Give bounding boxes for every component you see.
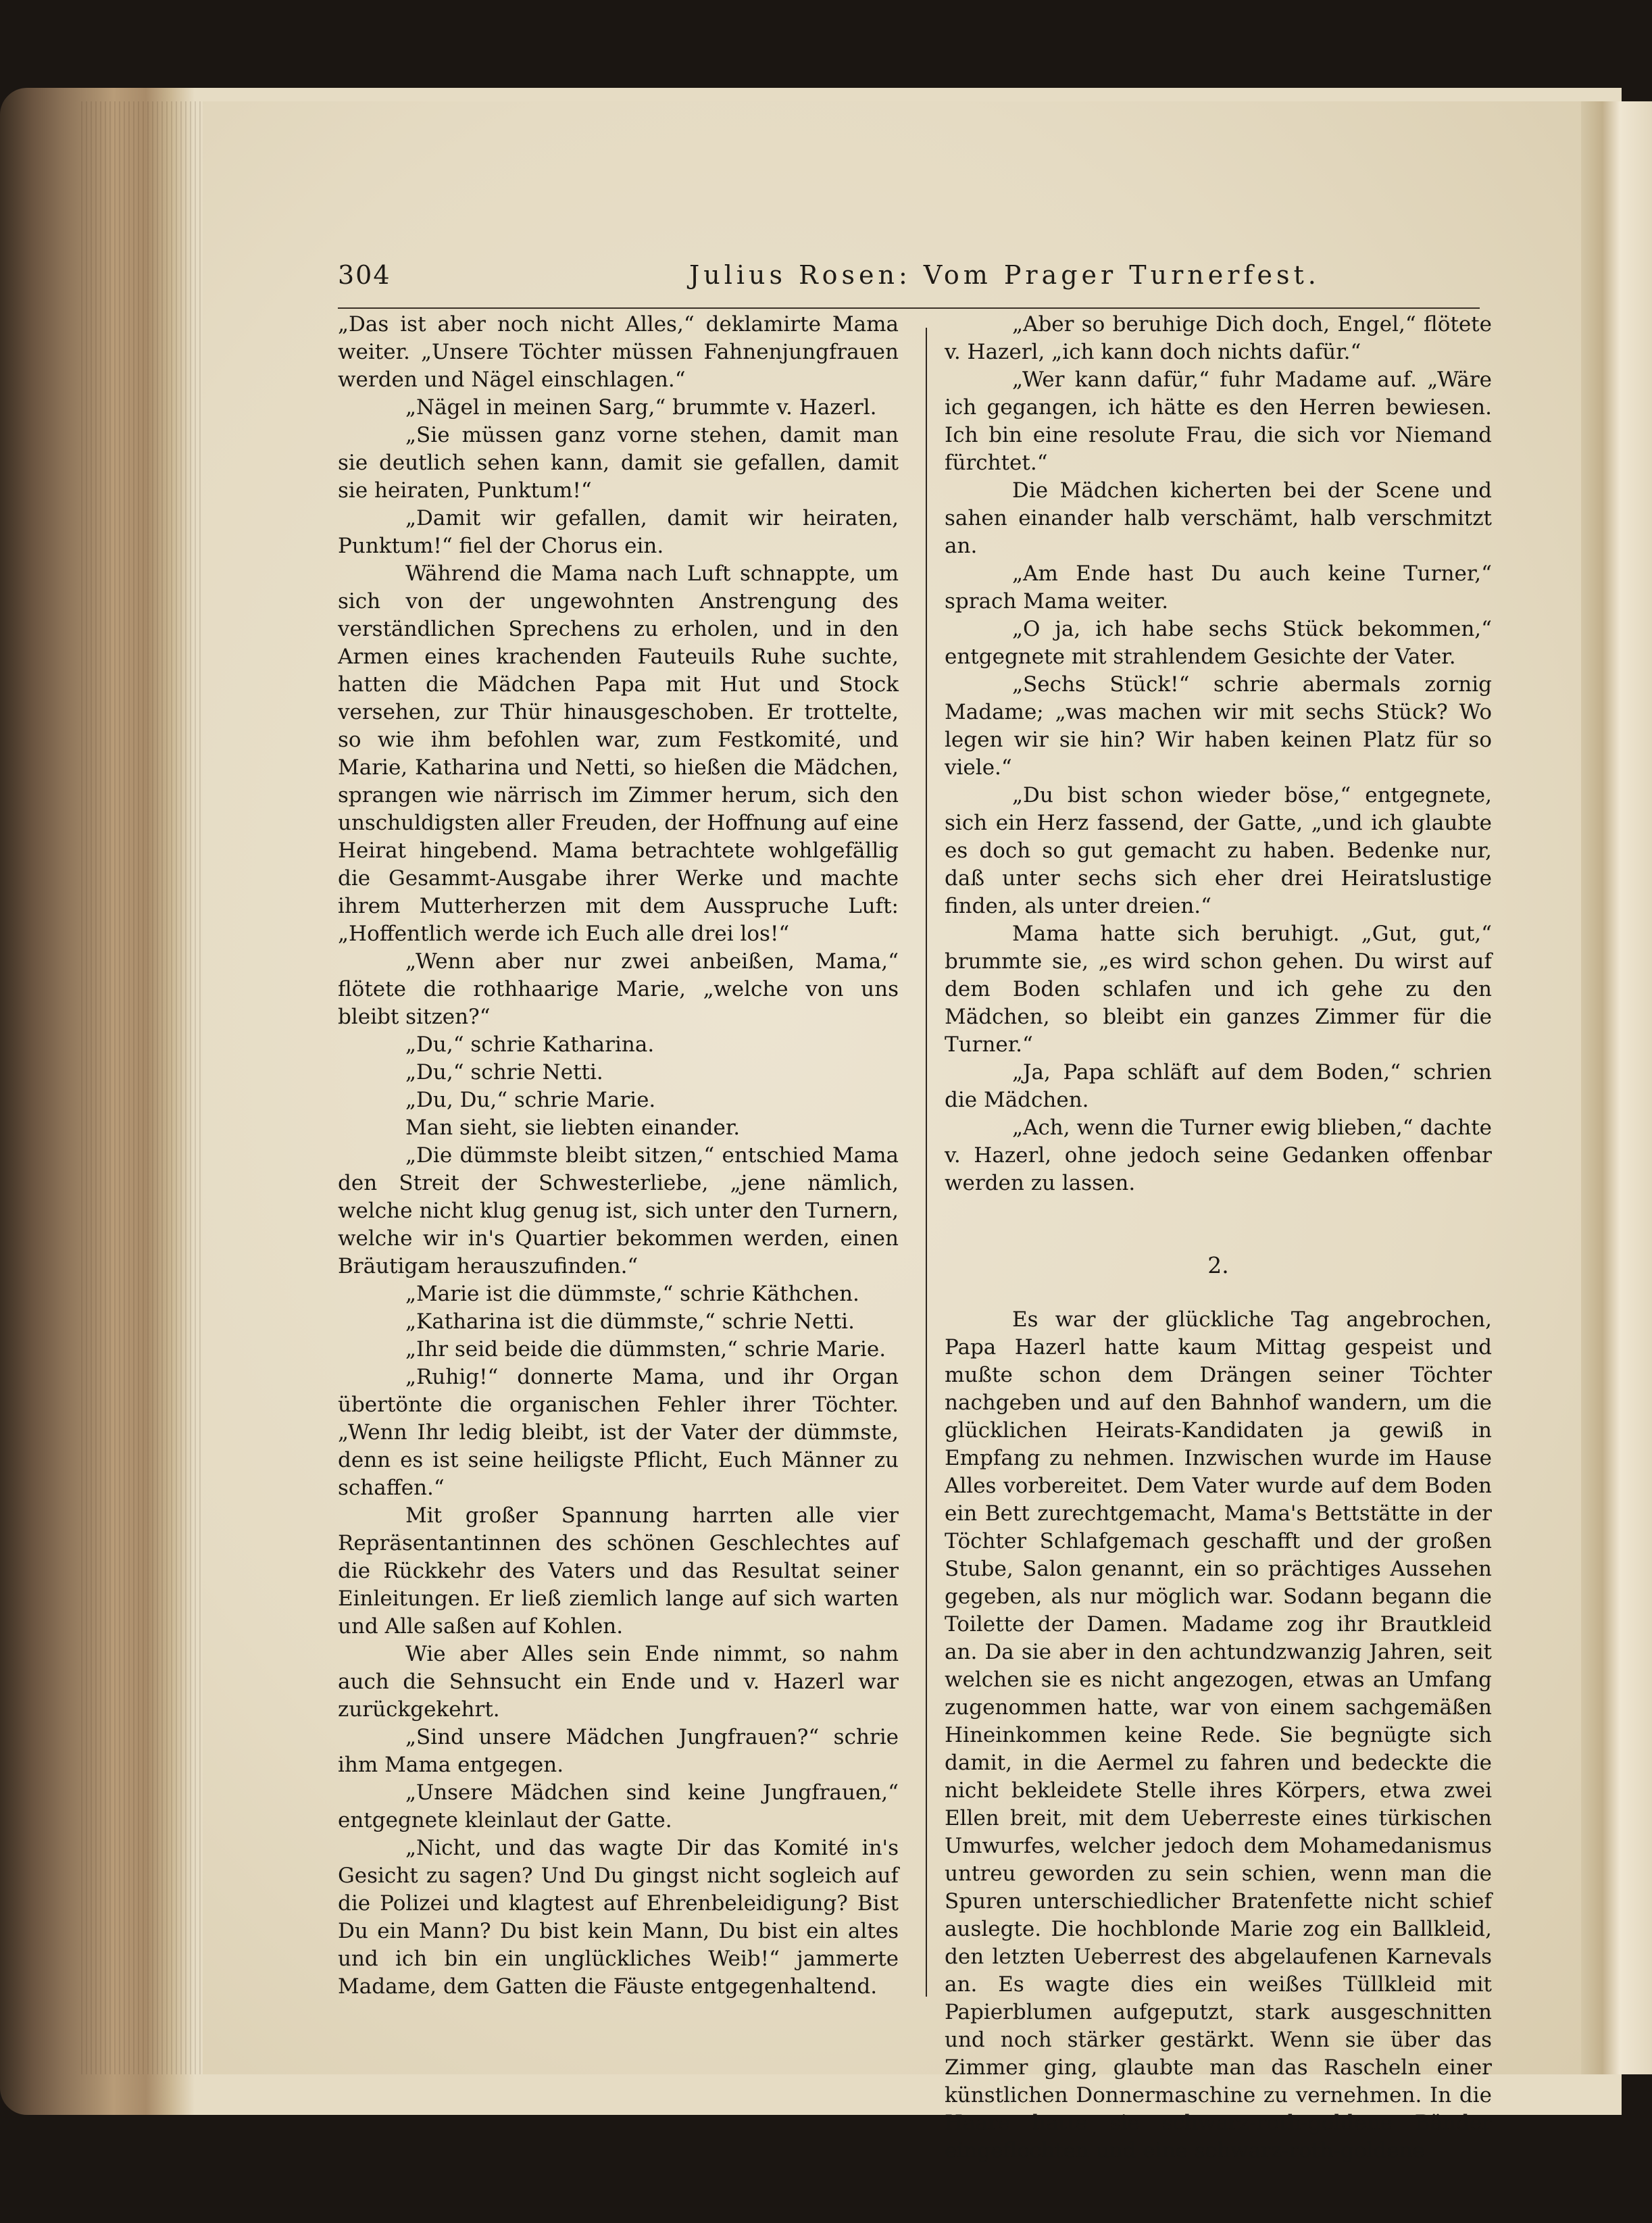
paragraph: Mama hatte sich beruhigt. „Gut, gut,“ brummte sie, „es wird schon gehen. Du wirst auf dem Boden schlafen und ich gehe zu den Mädchen, so bleibt ein ganzes Zimmer für die Turner.“	[945, 922, 1492, 1057]
paragraph: „Sind unsere Mädchen Jungfrauen?“ schrie ihm Mama entgegen.	[338, 1725, 899, 1777]
paragraph: „Ihr seid beide die dümmsten,“ schrie Marie.	[405, 1337, 886, 1362]
paragraph: Während die Mama nach Luft schnappte, um sich von der ungewohnten Anstrengung des verständlichen Sprechens zu erholen, und in den Armen eines krachenden Fauteuils Ruhe suchte, hatten die Mädchen Papa mit Hut und Stock versehen, zur Thür hinausgeschoben. Er trottelte, so wie ihm befohlen war, zum Festkomité, und Marie, Katharina und Netti, so hießen die Mädchen, sprangen wie närrisch im Zimmer herum, sich den unschuldigsten aller Freuden, der Hoffnung auf eine Heirat hingebend. Mama betrachtete wohlgefällig die Gesammt-Ausgabe ihrer Werke und machte ihrem Mutterherzen mit dem Ausspruche Luft: „Hoffentlich werde ich Euch alle drei los!“	[338, 561, 899, 946]
page-edges	[81, 101, 209, 2074]
paragraph: „Das ist aber noch nicht Alles,“ deklamirte Mama weiter. „Unsere Töchter müssen Fahnenjungfrauen werden und Nägel einschlagen.“	[338, 312, 899, 392]
paragraph: „Ja, Papa schläft auf dem Boden,“ schrien die Mädchen.	[945, 1060, 1492, 1112]
left-column	[338, 311, 899, 2001]
paragraph: Mit großer Spannung harrten alle vier Repräsentantinnen des schönen Geschlechtes auf die Rückkehr des Vaters und das Resultat seiner Einleitungen. Er ließ ziemlich lange auf sich warten und Alle saßen auf Kohlen.	[338, 1503, 899, 1639]
paragraph: „Sechs Stück!“ schrie abermals zornig Madame; „was machen wir mit sechs Stück? Wo legen wir sie hin? Wir haben keinen Platz für so viele.“	[945, 672, 1492, 780]
running-title: Julius Rosen: Vom Prager Turnerfest.	[689, 260, 1320, 290]
paragraph: „Sie müssen ganz vorne stehen, damit man sie deutlich sehen kann, damit sie gefallen, damit sie heiraten, Punktum!“	[338, 423, 899, 503]
paragraph: „Unsere Mädchen sind keine Jungfrauen,“ entgegnete kleinlaut der Gatte.	[338, 1780, 899, 1832]
section-number: 2.	[1207, 1252, 1229, 1278]
header-rule	[338, 307, 1480, 309]
paragraph: Es war der glückliche Tag angebrochen, Papa Hazerl hatte kaum Mittag gespeist und mußte schon dem Drängen seiner Töchter nachgeben und auf den Bahnhof wandern, um die glücklichen Heirats-Kandidaten ja gewiß in Empfang zu nehmen. Inzwischen wurde im Hause Alles vorbereitet. Dem Vater wurde auf dem Boden ein Bett zurechtgemacht, Mama's Bettstätte in der Töchter Schlafgemach geschafft und der großen Stube, Salon genannt, ein so prächtiges Aussehen gegeben, als nur möglich war. Sodann begann die Toilette der Damen. Madame zog ihr Brautkleid an. Da sie aber in den achtundzwanzig Jahren, seit welchen sie es nicht angezogen, etwas an Umfang zugenommen hatte, war von einem sachgemäßen Hineinkommen keine Rede. Sie begnügte sich damit, in die Aermel zu fahren und bedeckte die nicht bekleidete Stelle ihres Körpers, etwa zwei Ellen breit, mit dem Ueberreste eines türkischen Umwurfes, welcher jedoch dem Mohamedanismus untreu geworden zu sein schien, wenn man die Spuren unterschiedlicher Bratenfette nicht schief auslegte. Die hochblonde Marie zog ein Ballkleid, den letzten Ueberrest des abgelaufenen Karnevals an. Es wagte dies ein weißes Tüllkleid mit Papierblumen aufgeputzt, stark ausgeschnitten und noch stärker gestärkt. Wenn sie über das Zimmer ging, glaubte man das Rascheln einer künstlichen Donnermaschine zu vernehmen. In die Haare hatte sie schwarz-roth-goldene Bänder eingeflochten und eine schwarz-roth-goldene	[945, 1307, 1492, 2163]
right-column	[945, 311, 1492, 2165]
paragraph: „Du,“ schrie Netti.	[405, 1060, 603, 1084]
paragraph: „Katharina ist die dümmste,“ schrie Netti.	[405, 1309, 855, 1334]
paragraph: „Ruhig!“ donnerte Mama, und ihr Organ übertönte die organischen Fehler ihrer Töchter. „Wenn Ihr ledig bleibt, ist der Vater der dümmste, denn es ist seine heiligste Pflicht, Euch Männer zu schaffen.“	[338, 1365, 899, 1500]
paragraph: Die Mädchen kicherten bei der Scene und sahen einander halb verschämt, halb verschmitzt an.	[945, 478, 1492, 558]
paragraph: „Marie ist die dümmste,“ schrie Käthchen.	[405, 1282, 859, 1306]
paragraph: „Nägel in meinen Sarg,“ brummte v. Hazerl.	[405, 395, 877, 420]
paragraph: „Du, Du,“ schrie Marie.	[405, 1088, 656, 1112]
paragraph: „Wer kann dafür,“ fuhr Madame auf. „Wäre ich gegangen, ich hätte es den Herren bewiesen. Ich bin eine resolute Frau, die sich vor Niemand fürchtet.“	[945, 368, 1492, 475]
paragraph: „Aber so beruhige Dich doch, Engel,“ flötete v. Hazerl, „ich kann doch nichts dafür.“	[945, 312, 1492, 364]
paragraph: Man sieht, sie liebten einander.	[405, 1116, 741, 1140]
facing-page-edge	[1581, 101, 1652, 2074]
column-divider	[926, 328, 927, 1997]
paragraph: „Du,“ schrie Katharina.	[405, 1032, 655, 1057]
paragraph: „Damit wir gefallen, damit wir heiraten, Punktum!“ fiel der Chorus ein.	[338, 506, 899, 558]
paragraph: „Die dümmste bleibt sitzen,“ entschied Mama den Streit der Schwesterliebe, „jene nämlich, welche nicht klug genug ist, sich unter den Turnern, welche wir in's Quartier bekommen werden, einen Bräutigam herauszufinden.“	[338, 1143, 899, 1278]
paragraph: „Wenn aber nur zwei anbeißen, Mama,“ flötete die rothhaarige Marie, „welche von uns bleibt sitzen?“	[338, 949, 899, 1029]
paragraph: Wie aber Alles sein Ende nimmt, so nahm auch die Sehnsucht ein Ende und v. Hazerl war zurückgekehrt.	[338, 1642, 899, 1722]
paragraph: „O ja, ich habe sechs Stück bekommen,“ entgegnete mit strahlendem Gesichte der Vater.	[945, 617, 1492, 669]
paragraph: „Am Ende hast Du auch keine Turner,“ sprach Mama weiter.	[945, 561, 1492, 614]
paragraph: „Ach, wenn die Turner ewig blieben,“ dachte v. Hazerl, ohne jedoch seine Gedanken offenbar werden zu lassen.	[945, 1116, 1492, 1195]
paragraph: „Nicht, und das wagte Dir das Komité in's Gesicht zu sagen? Und Du gingst nicht sogleich auf die Polizei und klagtest auf Ehrenbeleidigung? Bist Du ein Mann? Du bist kein Mann, Du bist ein altes und ich bin ein unglückliches Weib!“ jammerte Madame, dem Gatten die Fäuste entgegenhaltend.	[338, 1836, 899, 1999]
paragraph: „Du bist schon wieder böse,“ entgegnete, sich ein Herz fassend, der Gatte, „und ich glaubte es doch so gut gemacht zu haben. Bedenke nur, daß unter sechs sich eher drei Heiratslustige finden, als unter dreien.“	[945, 783, 1492, 918]
page-number: 304	[338, 260, 391, 290]
page-header	[338, 260, 1473, 301]
